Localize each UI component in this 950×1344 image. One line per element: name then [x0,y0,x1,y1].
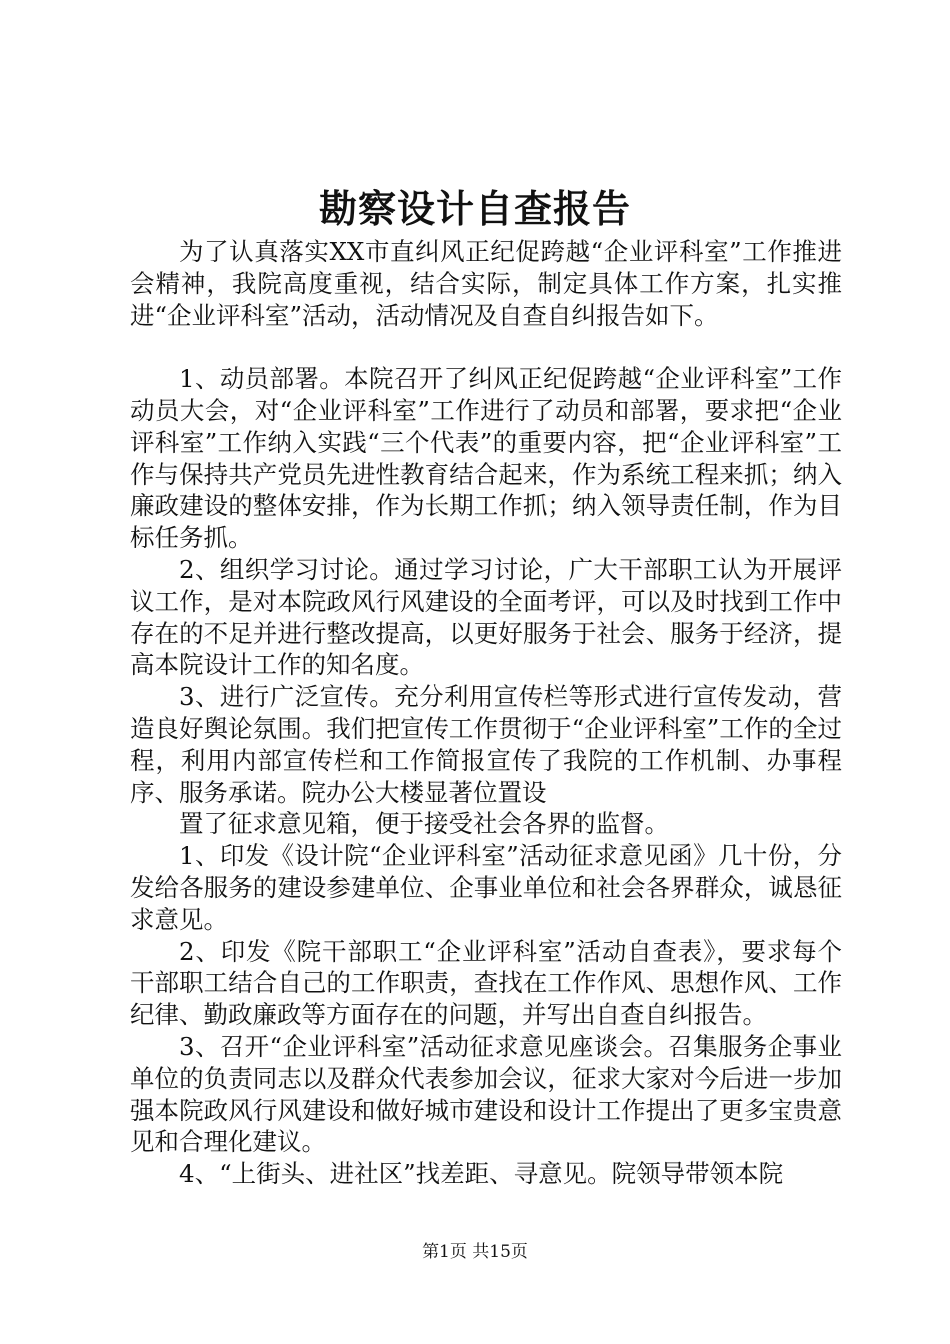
paragraph-mobilization: 1、动员部署。本院召开了纠风正纪促跨越“企业评科室”工作动员大会，对“企业评科室”工作进行了动员和部署，要求把“企业评科室”工作纳入实践“三个代表”的重要内容，把“企业评科室”工作与保持共产党员先进性教育结合起来，作为系统工程来抓；纳入廉政建设的整体安排，作为长期工作抓；纳入领导责任制，作为目标任务抓。 [130,364,842,553]
page-number-footer: 第1页 共15页 [422,1242,528,1262]
paragraph-forum: 3、召开“企业评科室”活动征求意见座谈会。召集服务企事业单位的负责同志以及群众代表参加会议，征求大家对今后进一步加强本院政风行风建设和做好城市建设和设计工作提出了更多宝贵意见和合理化建议。 [130,1031,842,1157]
paragraph-study-discussion: 2、组织学习讨论。通过学习讨论，广大干部职工认为开展评议工作，是对本院政风行风建设的全面考评，可以及时找到工作中存在的不足并进行整改提高，以更好服务于社会、服务于经济，提高本院设计工作的知名度。 [130,554,842,680]
paragraph-publicity: 3、进行广泛宣传。充分利用宣传栏等形式进行宣传发动，营造良好舆论氛围。我们把宣传工作贯彻于“企业评科室”工作的全过程，利用内部宣传栏和工作简报宣传了我院的工作机制、办事程序、服务承诺。院办公大楼显著位置设 [130,682,842,807]
intro-paragraph: 为了认真落实XX市直纠风正纪促跨越“企业评科室”工作推进会精神，我院高度重视，结合实际，制定具体工作方案，扎实推进“企业评科室”活动，活动情况及自查自纠报告如下。 [130,237,842,330]
paragraph-self-check-form: 2、印发《院干部职工“企业评科室”活动自查表》，要求每个干部职工结合自己的工作职责，查找在工作作风、思想作风、工作纪律、勤政廉政等方面存在的问题，并写出自查自纠报告。 [130,936,842,1030]
document-title: 勘察设计自查报告 [318,186,631,231]
paragraph-street-community: 4、“上街头、进社区”找差距、寻意见。院领导带领本院 [179,1159,784,1189]
document-body [130,236,842,1190]
paragraph-opinion-letter: 1、印发《设计院“企业评科室”活动征求意见函》几十份，分发给各服务的建设参建单位、企事业单位和社会各界群众，诚恳征求意见。 [130,841,842,934]
paragraph-suggestion-box: 置了征求意见箱，便于接受社会各界的监督。 [179,809,669,839]
